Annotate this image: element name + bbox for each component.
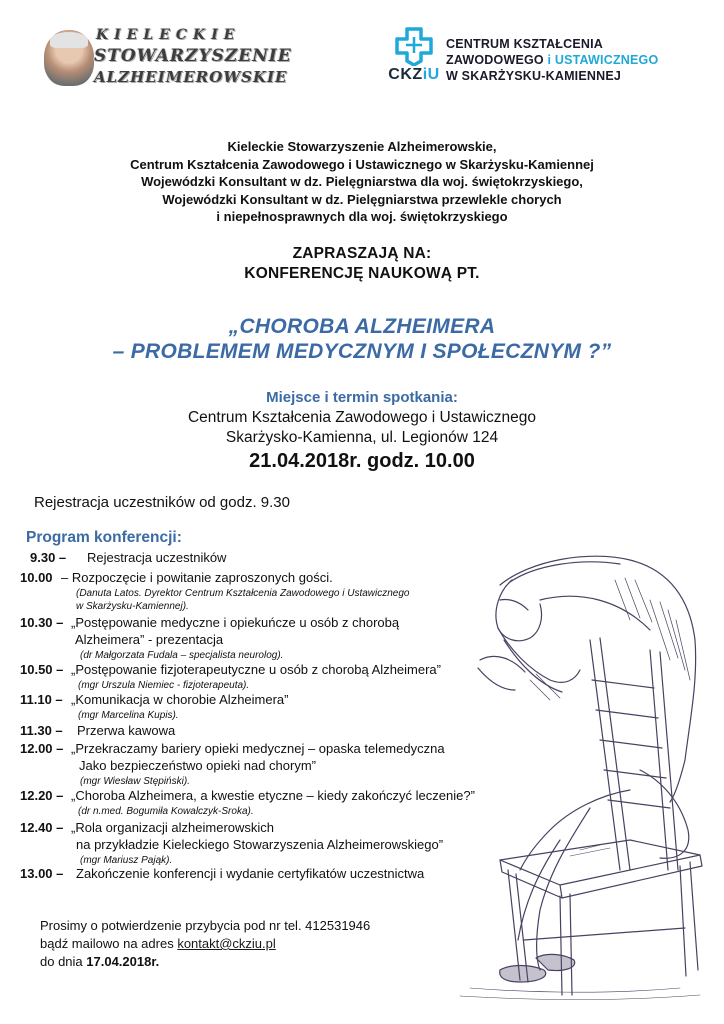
logo-left-line2: STOWARZYSZENIE	[94, 46, 292, 66]
program-speaker: (mgr Urszula Niemiec - fizjoterapeuta).	[78, 680, 250, 691]
ckziu-logo	[384, 26, 704, 86]
invite-line: KONFERENCJĘ NAUKOWĄ PT.	[244, 265, 480, 282]
ckziu-name-line2-b: i USTAWICZNEGO	[547, 53, 659, 67]
program-speaker: (mgr Wiesław Stępiński).	[80, 776, 190, 787]
program-time: 10.30 –	[20, 615, 64, 630]
organizers	[0, 138, 724, 226]
rsvp-line: Prosimy o potwierdzenie przybycia pod nr tel. 412531946	[40, 918, 371, 933]
logo-left-line1: KIELECKIE	[96, 27, 241, 43]
title-line: „CHOROBA ALZHEIMERA	[228, 315, 496, 338]
program-speaker: (dr n.med. Bogumiła Kowalczyk-Sroka).	[78, 806, 254, 817]
program-speaker: (mgr Marcelina Kupis).	[78, 710, 179, 721]
registration-note: Rejestracja uczestników od godz. 9.30	[34, 494, 290, 511]
program-text: „Przekraczamy bariery opieki medycznej – opaska telemedyczna	[71, 741, 445, 756]
program-time: 13.00 –	[20, 866, 64, 881]
rsvp-deadline: 17.04.2018r.	[86, 954, 160, 969]
ckziu-name-line3: W SKARŻYSKU-KAMIENNEJ	[446, 69, 622, 83]
rsvp-prefix: bądź mailowo na adres	[40, 936, 178, 951]
program-time: 11.10 –	[20, 692, 63, 707]
program-time: 12.40 –	[20, 820, 64, 835]
conference-title	[0, 314, 724, 364]
program-text: Rejestracja uczestników	[87, 550, 227, 565]
program-speaker: (mgr Mariusz Pająk).	[80, 855, 173, 866]
program-heading: Program konferencji:	[26, 529, 182, 546]
program-time: 12.00 –	[20, 741, 64, 756]
venue-address	[0, 408, 724, 448]
ckziu-acronym	[384, 66, 444, 84]
sitting-man-sketch	[440, 540, 724, 1005]
logo-left-line3: ALZHEIMEROWSKIE	[94, 68, 288, 86]
program-time: 12.20 –	[20, 788, 64, 803]
event-date: 21.04.2018r. godz. 10.00	[249, 450, 475, 472]
program-text: Jako bezpieczeństwo opieki nad chorym”	[79, 758, 317, 773]
program-text: „Choroba Alzheimera, a kwestie etyczne – kiedy zakończyć leczenie?”	[71, 788, 475, 803]
alzheimer-society-logo	[40, 24, 292, 90]
invite-line: ZAPRASZAJĄ NA:	[292, 245, 432, 262]
program-text: „Postępowanie fizjoterapeutyczne u osób z chorobą Alzheimera”	[71, 662, 441, 677]
program-speaker: w Skarżysku-Kamiennej).	[76, 601, 189, 612]
program-text: Zakończenie konferencji i wydanie certyfikatów uczestnictwa	[76, 866, 425, 881]
venue-line: Skarżysko-Kamienna, ul. Legionów 124	[225, 429, 499, 446]
program-speaker: (dr Małgorzata Fudala – specjalista neurolog).	[80, 650, 284, 661]
program-text: Alzheimera” - prezentacja	[75, 632, 224, 647]
program-text: na przykładzie Kieleckiego Stowarzyszenia Alzheimerowskiego”	[76, 837, 444, 852]
ckziu-acronym-accent: iU	[422, 66, 440, 83]
program-text: „Komunikacja w chorobie Alzheimera”	[71, 692, 289, 707]
organizer-line: i niepełnosprawnych dla woj. świętokrzyskiego	[216, 209, 508, 224]
ckziu-name-line1: CENTRUM KSZTAŁCENIA	[446, 37, 604, 51]
program-time: 11.30 –	[20, 723, 63, 738]
program-text: – Rozpoczęcie i powitanie zaproszonych gości.	[61, 570, 333, 585]
organizer-line: Kieleckie Stowarzyszenie Alzheimerowskie,	[227, 139, 497, 154]
venue-line: Centrum Kształcenia Zawodowego i Ustawicznego	[187, 409, 537, 426]
organizer-line: Centrum Kształcenia Zawodowego i Ustawicznego w Skarżysku-Kamiennej	[130, 156, 594, 172]
program-time: 9.30 –	[30, 550, 67, 565]
ckziu-acronym-main: CKZ	[388, 66, 423, 83]
program-text: „Postępowanie medyczne i opiekuńcze u osób z chorobą	[71, 615, 400, 630]
rsvp-prefix: do dnia	[40, 954, 87, 969]
portrait-icon	[44, 30, 94, 86]
ckziu-full-name	[446, 36, 658, 84]
venue-heading: Miejsce i termin spotkania:	[266, 389, 458, 406]
title-line: – PROBLEMEM MEDYCZNYM I SPOŁECZNYM ?”	[112, 340, 612, 363]
organizer-line: Wojewódzki Konsultant w dz. Pielęgniarstwa dla woj. świętokrzyskiego,	[141, 174, 583, 189]
organizer-line: Wojewódzki Konsultant w dz. Pielęgniarstwa przewlekle chorych	[162, 191, 562, 207]
rsvp-note	[40, 917, 370, 971]
program-text: Przerwa kawowa	[77, 723, 176, 738]
program-speaker: (Danuta Latos. Dyrektor Centrum Kształcenia Zawodowego i Ustawicznego	[76, 588, 410, 599]
program-time: 10.50 –	[20, 662, 64, 677]
email-link[interactable]: kontakt@ckziu.pl	[177, 936, 276, 951]
program-text: „Rola organizacji alzheimerowskich	[71, 820, 275, 835]
ckziu-name-line2-a: ZAWODOWEGO	[446, 53, 548, 67]
rsvp-line	[40, 953, 370, 971]
rsvp-line	[40, 935, 370, 953]
ckziu-name-line2	[446, 52, 658, 68]
program-time: 10.00	[20, 570, 53, 585]
medical-cross-icon	[392, 26, 436, 66]
invitation	[0, 244, 724, 284]
